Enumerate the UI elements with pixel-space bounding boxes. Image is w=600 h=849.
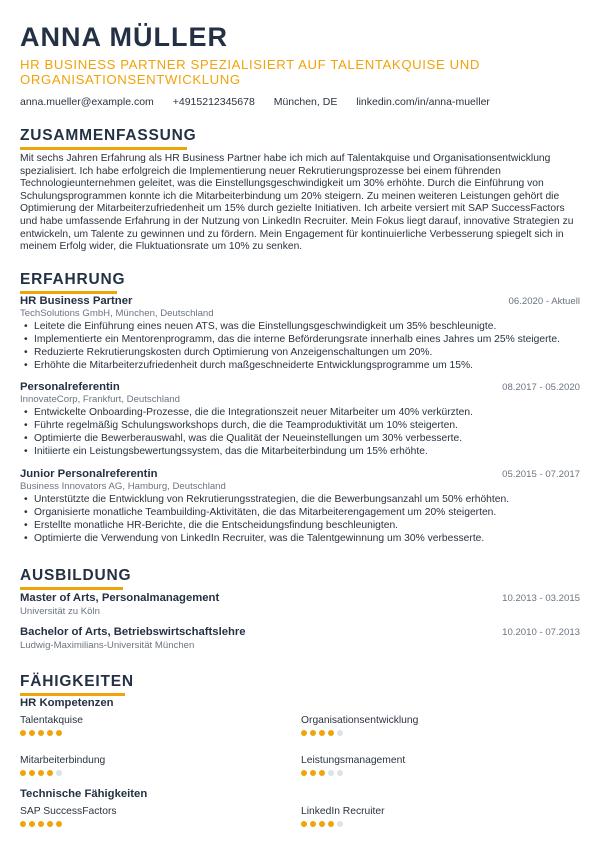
job-bullet: • Initiierte ein Leistungsbewertungssystem, das die Mitarbeiterbindung um 15% erhöhte. [20,445,580,458]
job-title: Junior Personalreferentin [20,468,158,480]
job-entry [20,381,580,458]
job-date: 05.2015 - 07.2017 [502,469,580,480]
job-bullet: • Leitete die Einführung eines neuen ATS, was die Einstellungsgeschwindigkeit um 35% beschleunigte. [20,320,580,333]
rating-dot-filled [20,821,26,827]
rating-dot-filled [29,770,35,776]
skill-name: Organisationsentwicklung [301,715,419,726]
skill-item [20,755,260,776]
job-bullet: • Erstellte monatliche HR-Berichte, die die Entscheidungsfindung beschleunigten. [20,519,580,532]
skill-rating [301,730,541,736]
contact-linkedin[interactable]: linkedin.com/in/anna-mueller [356,96,490,108]
job-title: HR Business Partner [20,295,133,307]
section-title-summary [20,127,196,145]
rating-dot-empty [337,730,343,736]
skill-name: Leistungsmanagement [301,755,406,766]
rating-dot-filled [301,770,307,776]
rating-dot-filled [29,730,35,736]
job-bullet: • Reduzierte Rekrutierungskosten durch Optimierung von Anzeigenschaltungen um 20%. [20,346,580,359]
education-school: Universität zu Köln [20,606,100,617]
education-date: 10.2010 - 07.2013 [502,627,580,638]
rating-dot-filled [301,821,307,827]
skill-rating [301,821,541,827]
section-title-experience-text: ERFAHRUNG [20,271,126,288]
rating-dot-filled [301,730,307,736]
skill-name: LinkedIn Recruiter [301,806,385,817]
section-underline [20,693,125,696]
contact-email[interactable]: anna.mueller@example.com [20,96,154,108]
rating-dot-filled [38,730,44,736]
rating-dot-filled [38,821,44,827]
rating-dot-filled [47,821,53,827]
job-bullet: • Unterstützte die Entwicklung von Rekrutierungsstrategien, die die Bewerbungsanzahl um 50% erhöhten. [20,493,580,506]
job-company: Business Innovators AG, Hamburg, Deutschland [20,481,226,492]
rating-dot-filled [20,730,26,736]
skill-name: Talentakquise [20,715,83,726]
skill-group-title: HR Kompetenzen [20,697,114,709]
rating-dot-filled [38,770,44,776]
rating-dot-filled [310,730,316,736]
job-company: TechSolutions GmbH, München, Deutschland [20,308,214,319]
job-bullet: • Optimierte die Bewerberauswahl, was die Qualität der Neueinstellungen um 30% verbesserte. [20,432,580,445]
job-title: Personalreferentin [20,381,120,393]
skill-item [301,715,541,736]
section-underline [20,587,123,590]
rating-dot-empty [56,770,62,776]
contact-bar [20,96,506,108]
job-company: InnovateCorp, Frankfurt, Deutschland [20,394,180,405]
job-entry [20,295,580,372]
rating-dot-empty [337,821,343,827]
section-underline [20,147,187,150]
rating-dot-filled [47,730,53,736]
skill-rating [301,770,541,776]
skill-item [301,755,541,776]
contact-location: München, DE [273,96,338,108]
job-bullets [20,493,580,545]
rating-dot-filled [319,770,325,776]
candidate-name: ANNA MÜLLER [20,22,228,52]
skill-rating [20,730,260,736]
rating-dot-empty [328,770,334,776]
skill-name: SAP SuccessFactors [20,806,117,817]
skill-rating [20,770,260,776]
job-bullet: • Erhöhte die Mitarbeiterzufriedenheit durch maßgeschneiderte Entwicklungsprogramme um 15%. [20,359,580,372]
education-degree: Master of Arts, Personalmanagement [20,592,220,604]
section-title-skills-text: FÄHIGKEITEN [20,673,134,690]
rating-dot-filled [319,730,325,736]
skill-item [20,715,260,736]
education-school: Ludwig-Maximilians-Universität München [20,640,195,651]
education-entry [20,592,580,617]
job-date: 06.2020 - Aktuell [508,296,580,307]
section-underline [20,291,117,294]
job-bullet: • Organisierte monatliche Teambuilding-Aktivitäten, die das Mitarbeiterengagement um 20% steigerten. [20,506,580,519]
skill-item [20,806,260,827]
rating-dot-filled [328,821,334,827]
rating-dot-filled [29,821,35,827]
job-bullet: • Implementierte ein Mentorenprogramm, das die interne Beförderungsrate innerhalb eines Jahres um 25% steigerte. [20,333,580,346]
rating-dot-filled [319,821,325,827]
rating-dot-filled [328,730,334,736]
job-bullets [20,406,580,458]
skill-rating [20,821,260,827]
education-degree: Bachelor of Arts, Betriebswirtschaftslehre [20,626,246,638]
section-title-summary-text: ZUSAMMENFASSUNG [20,127,197,144]
job-bullet: • Optimierte die Verwendung von LinkedIn Recruiter, was die Talentgewinnung um 30% verbesserte. [20,532,580,545]
skill-group-title: Technische Fähigkeiten [20,788,148,800]
contact-phone[interactable]: +4915212345678 [172,96,255,108]
skill-item [301,806,541,827]
rating-dot-filled [310,770,316,776]
job-bullet: • Führte regelmäßig Schulungsworkshops durch, die die Teamproduktivität um 10% steigerten. [20,419,580,432]
job-date: 08.2017 - 05.2020 [502,382,580,393]
section-title-experience [20,271,125,289]
candidate-headline: HR BUSINESS PARTNER SPEZIALISIERT AUF TALENTAKQUISE UND ORGANISATIONSENTWICKLUNG [20,57,480,87]
section-title-education-text: AUSBILDUNG [20,567,132,584]
section-title-skills [20,673,134,691]
rating-dot-filled [56,730,62,736]
rating-dot-filled [47,770,53,776]
job-bullets [20,320,580,372]
rating-dot-empty [337,770,343,776]
summary-text: Mit sechs Jahren Erfahrung als HR Business Partner habe ich mich auf Talentakquise und Organisationsentwicklung spezialisiert. Ich habe erfolgreich die Implementierung neuer Rekrutierungsprozesse bei einem führenden Technologieunternehmen geleitet, was die Einstellungsgeschwindigkeit um 30% erhöhte. Durch die Einführung von Schulungsprogrammen konnte ich die Mitarbeiterbindung um 20% steigern. Zu meinen weiteren Leistungen gehört die Optimierung der Mitarbeiterzufriedenheit um 15% durch gezielte Initiativen. Ich arbeite versiert mit SAP SuccessFactors und habe umfassende Erfahrung in der Nutzung von LinkedIn Recruiter. Mein Fokus liegt darauf, innovative Strategien zu entwickeln, um Talente zu gewinnen und zu fördern. Mein Engagement für kontinuierliche Verbesserung spiegelt sich in meinem Erfolg wider, die Fluktuationsrate um 10% zu senken. [20,153,574,253]
rating-dot-filled [56,821,62,827]
rating-dot-filled [20,770,26,776]
job-bullet: • Entwickelte Onboarding-Prozesse, die die Integrationszeit neuer Mitarbeiter um 40% verkürzten. [20,406,580,419]
skill-name: Mitarbeiterbindung [20,755,106,766]
section-title-education [20,567,131,585]
education-date: 10.2013 - 03.2015 [502,593,580,604]
education-entry [20,626,580,651]
job-entry [20,468,580,545]
rating-dot-filled [310,821,316,827]
